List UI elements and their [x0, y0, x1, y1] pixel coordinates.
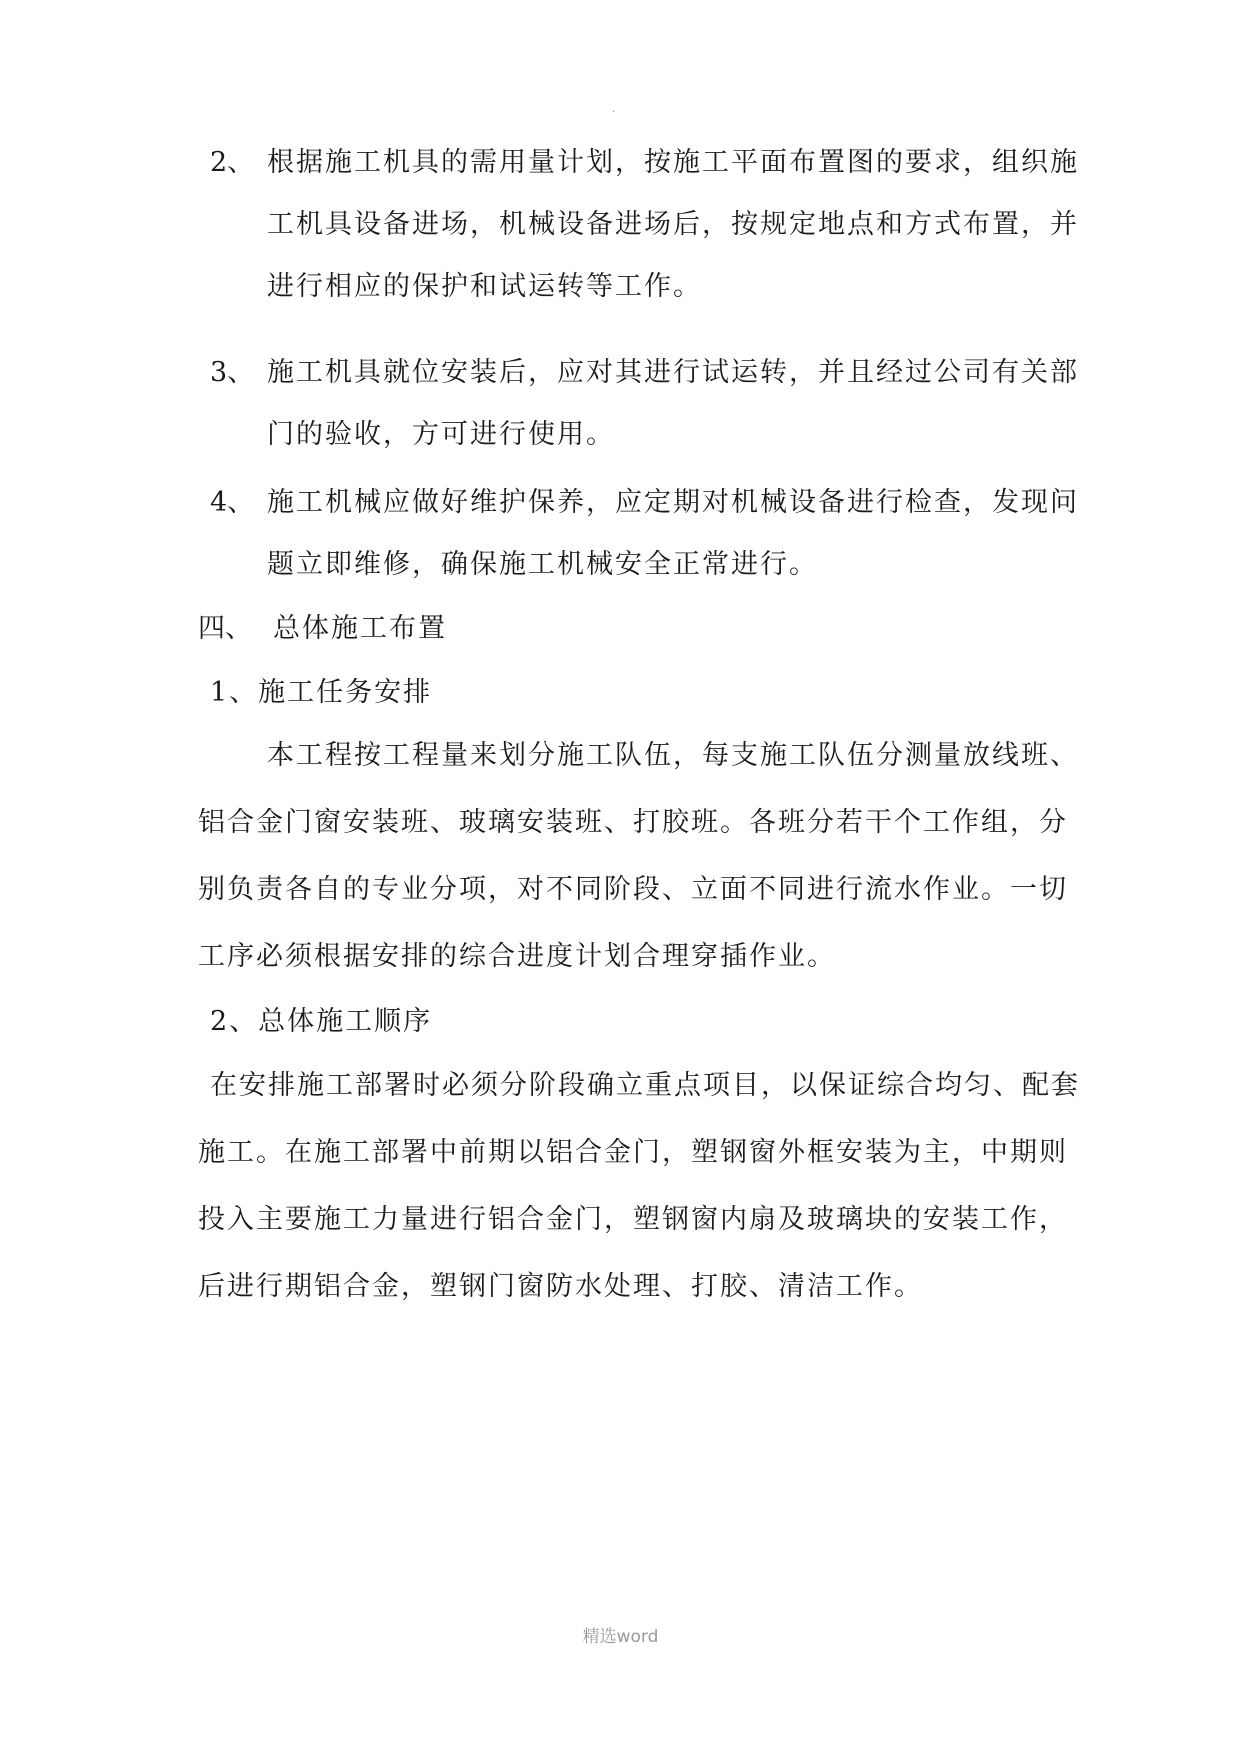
- section-number: 四、: [198, 613, 252, 644]
- section-title: 总体施工布置: [273, 613, 447, 644]
- paragraph-line: 本工程按工程量来划分施工队伍，每支施工队伍分测量放线班、: [267, 740, 1079, 771]
- paragraph-line: 铝合金门窗安装班、玻璃安装班、打胶班。各班分若干个工作组，分: [198, 807, 1068, 838]
- paragraph-line: 后进行期铝合金，塑钢门窗防水处理、打胶、清洁工作。: [198, 1271, 923, 1302]
- paragraph-line: 投入主要施工力量进行铝合金门，塑钢窗内扇及玻璃块的安装工作，: [198, 1204, 1068, 1235]
- item-line: 进行相应的保护和试运转等工作。: [267, 271, 702, 302]
- item-line: 工机具设备进场，机械设备进场后，按规定地点和方式布置，并: [267, 209, 1079, 240]
- paragraph-line: 别负责各自的专业分项，对不同阶段、立面不同进行流水作业。一切: [198, 874, 1068, 905]
- header-mark: .: [612, 104, 616, 115]
- subsection-title: 2、总体施工顺序: [210, 1006, 433, 1037]
- item-number: 2、: [210, 147, 255, 178]
- item-number: 3、: [210, 357, 255, 388]
- item-line: 门的验收，方可进行使用。: [267, 419, 615, 450]
- item-line: 施工机具就位安装后，应对其进行试运转，并且经过公司有关部: [267, 357, 1079, 388]
- item-line: 根据施工机具的需用量计划，按施工平面布置图的要求，组织施: [267, 147, 1079, 178]
- subsection-title: 1、施工任务安排: [210, 677, 433, 708]
- item-line: 施工机械应做好维护保养，应定期对机械设备进行检查，发现问: [267, 487, 1079, 518]
- paragraph-line: 工序必须根据安排的综合进度计划合理穿插作业。: [198, 941, 836, 972]
- paragraph-line: 施工。在施工部署中前期以铝合金门，塑钢窗外框安装为主，中期则: [198, 1137, 1068, 1168]
- page-footer: 精选word: [582, 1627, 659, 1647]
- item-line: 题立即维修，确保施工机械安全正常进行。: [267, 549, 818, 580]
- paragraph-line: 在安排施工部署时必须分阶段确立重点项目，以保证综合均匀、配套: [210, 1070, 1080, 1101]
- item-number: 4、: [210, 487, 255, 518]
